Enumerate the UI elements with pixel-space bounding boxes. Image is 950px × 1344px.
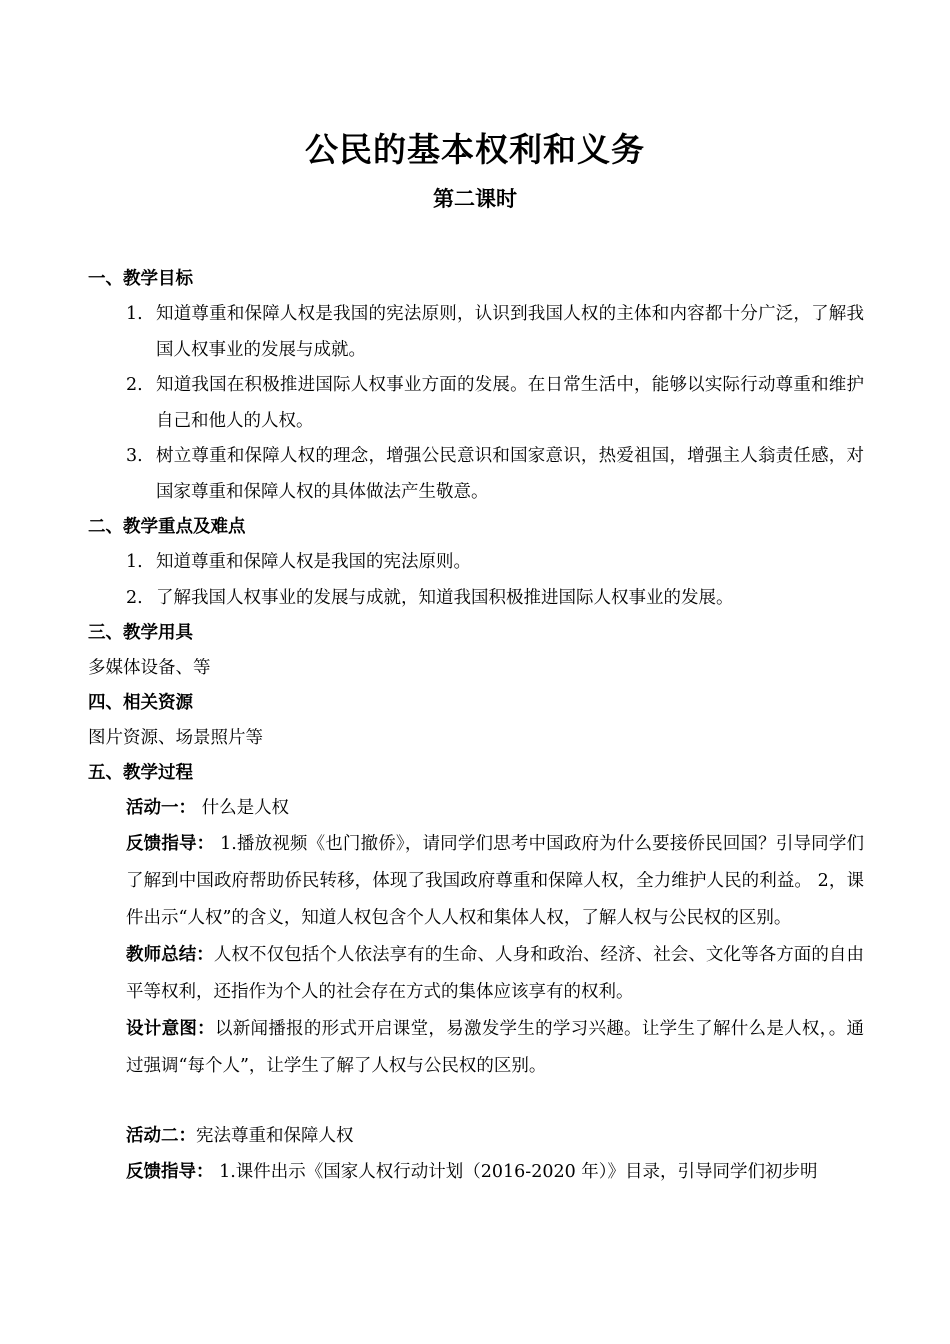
activity-one-summary xyxy=(88,937,864,1011)
feedback-label: 反馈指导： xyxy=(126,1162,214,1182)
activity-one-title xyxy=(88,791,864,826)
activity-two-label: 活动二： xyxy=(126,1126,196,1146)
activity-one-label: 活动一： xyxy=(126,798,196,818)
activity-one-intent xyxy=(88,1011,864,1085)
resources-text: 图片资源、场景照片等 xyxy=(88,728,263,748)
list-item-number: 2. xyxy=(126,587,143,608)
list-item-text: 知道尊重和保障人权是我国的宪法原则，认识到我国人权的主体和内容都十分广泛，了解我国人权事业的发展与成就。 xyxy=(156,304,864,360)
summary-text: 人权不仅包括个人依法享有的生命、人身和政治、经济、社会、文化等各方面的自由平等权利，还指作为个人的社会存在方式的集体应该享有的权利。 xyxy=(126,945,865,1002)
section-heading-process: 五、教学过程 xyxy=(88,763,193,783)
activity-one-feedback xyxy=(88,826,864,937)
list-item xyxy=(88,581,864,617)
list-item-number: 3. xyxy=(126,446,143,466)
list-item-text: 树立尊重和保障人权的理念，增强公民意识和国家意识，热爱祖国，增强主人翁责任感，对国家尊重和保障人权的具体做法产生敬意。 xyxy=(156,446,864,502)
section-heading-key-points: 二、教学重点及难点 xyxy=(88,517,246,537)
section-heading-objectives: 一、教学目标 xyxy=(88,269,193,289)
tools-text: 多媒体设备、等 xyxy=(88,658,211,678)
document-subtitle: 第二课时 xyxy=(433,187,517,211)
feedback-label: 反馈指导： xyxy=(126,834,215,854)
list-item xyxy=(88,368,864,439)
list-item-text: 了解我国人权事业的发展与成就，知道我国积极推进国际人权事业的发展。 xyxy=(156,587,734,608)
intent-label: 设计意图： xyxy=(126,1019,215,1039)
intent-text: 以新闻播报的形式开启课堂，易激发学生的学习兴趣。让学生了解什么是人权，。通过强调“每个人”，让学生了解了人权与公民权的区别。 xyxy=(126,1019,865,1076)
feedback-text: 1.课件出示《国家人权行动计划（2016-2020 年）》目录，引导同学们初步明 xyxy=(213,1162,818,1182)
section-heading-tools: 三、教学用具 xyxy=(88,623,193,643)
section-heading-resources: 四、相关资源 xyxy=(88,693,193,713)
document-title: 公民的基本权利和义务 xyxy=(305,130,645,169)
activity-one-text: 什么是人权 xyxy=(196,798,290,818)
activity-two-feedback xyxy=(88,1154,864,1191)
list-item xyxy=(88,297,864,368)
list-item-number: 1. xyxy=(126,552,143,572)
list-item-text: 知道尊重和保障人权是我国的宪法原则。 xyxy=(156,552,471,572)
document-body xyxy=(88,262,864,1191)
spacer xyxy=(88,1085,864,1119)
list-item-number: 1. xyxy=(126,304,143,324)
activity-two-text: 宪法尊重和保障人权 xyxy=(196,1126,354,1146)
feedback-text: 1.播放视频《也门撤侨》，请同学们思考中国政府为什么要接侨民回国？引导同学们了解到中国政府帮助侨民转移，体现了我国政府尊重和保障人权，全力维护人民的利益。 2，课件出示“人权”的含义，知道人权包含个人人权和集体人权，了解人权与公民权的区别。 xyxy=(126,834,865,928)
summary-label: 教师总结： xyxy=(126,945,214,965)
list-item-number: 2. xyxy=(126,375,143,395)
list-item xyxy=(88,439,864,510)
list-item xyxy=(88,545,864,581)
activity-two-title xyxy=(88,1119,864,1154)
list-item-text: 知道我国在积极推进国际人权事业方面的发展。在日常生活中，能够以实际行动尊重和维护自己和他人的人权。 xyxy=(156,375,864,431)
